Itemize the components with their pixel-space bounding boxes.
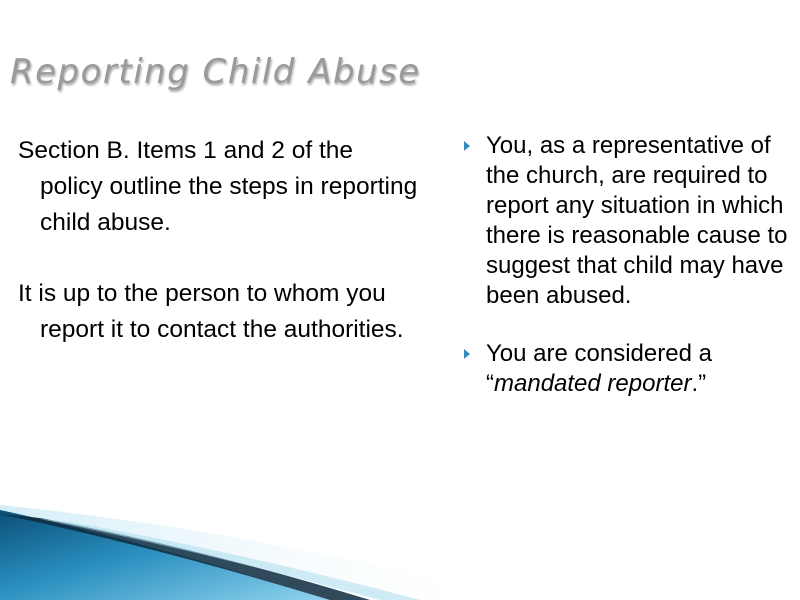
- bullet-text-2-emphasis: mandated reporter: [494, 370, 692, 397]
- bullet-text-2-suffix: .”: [691, 370, 707, 397]
- left-paragraph-2: It is up to the person to whom you report it to contact the authorities.: [18, 280, 404, 343]
- slide-title: Reporting Child Abuse: [10, 52, 421, 92]
- bullet-text-2-prefix: You are considered a “: [486, 340, 712, 397]
- bullet-text-1: You, as a representative of the church, are required to report any situation in which there is reasonable cause to suggest that child may have been abused.: [486, 132, 788, 309]
- triangle-bullet-icon: [464, 141, 470, 151]
- right-column: [462, 131, 798, 427]
- bullet-item-2: [462, 339, 798, 399]
- bullet-item-1: [462, 131, 798, 311]
- left-paragraph-1: Section B. Items 1 and 2 of the policy outline the steps in reporting child abuse.: [18, 137, 418, 236]
- left-column: [18, 133, 418, 383]
- triangle-bullet-icon: [464, 349, 470, 359]
